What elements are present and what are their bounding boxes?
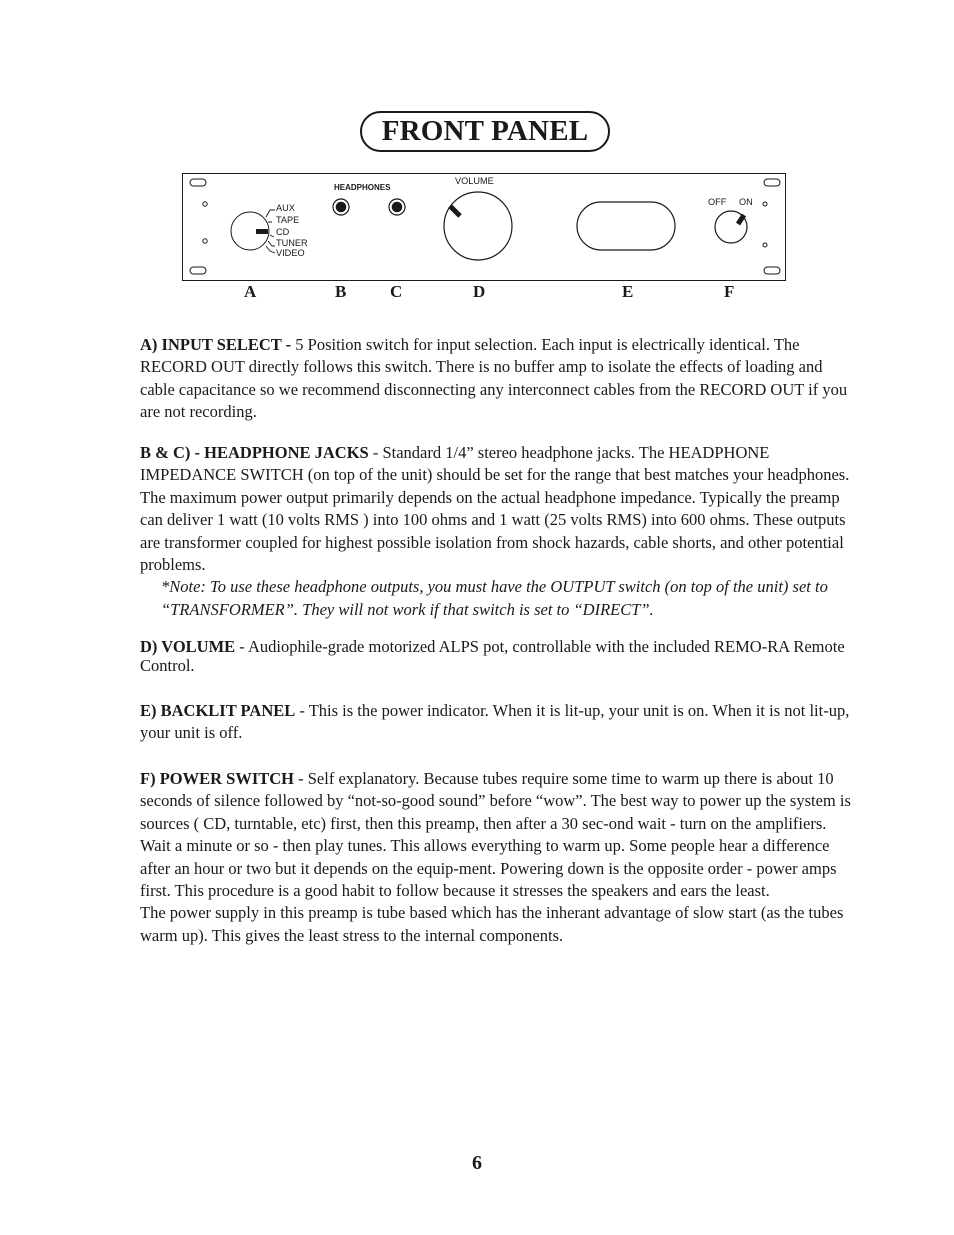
screw-right-top xyxy=(763,202,767,206)
selector-label-aux: AUX xyxy=(276,203,295,213)
rack-slot-bottom-right xyxy=(764,267,780,274)
label-letter-c: C xyxy=(390,282,403,301)
headphones-label: HEADPHONES xyxy=(334,183,391,192)
label-letter-b: B xyxy=(335,282,347,301)
section-e-body: - This is the power indicator. When it is lit-up, your unit is on. When it is not lit-up, your unit is off. xyxy=(140,701,850,743)
section-a-body: 5 Position switch for input selection. Each input is electrically identical. The RECORD OUT directly follows this switch. There is no buffer amp to isolate the effects of loading and cable capacitance so we recommend disconnecting any interconnect cables from the RECORD OUT if you are not recording. xyxy=(140,335,848,422)
selector-label-tuner: TUNER xyxy=(276,238,308,248)
rack-slot-top-right xyxy=(764,179,780,186)
selector-label-cd: CD xyxy=(276,227,290,237)
screw-left-top xyxy=(203,202,207,206)
section-backlit-panel xyxy=(140,700,860,745)
power-off-label: OFF xyxy=(708,197,727,207)
section-f-extra: The power supply in this preamp is tube based which has the inherant advantage of slow start (as the tubes warm up). This gives the least stress to the internal components. xyxy=(140,903,844,945)
headphone-jack-c-center xyxy=(392,202,403,213)
volume-pointer xyxy=(450,206,460,216)
section-e-heading: E) BACKLIT PANEL xyxy=(140,701,296,720)
screw-right-bottom xyxy=(763,243,767,247)
rack-slot-top-left xyxy=(190,179,206,186)
page-title: FRONT PANEL xyxy=(381,115,589,147)
section-f-body: - Self explanatory. Because tubes require some time to warm up there is about 10 seconds of silence followed by “not-so-good sound” before “wow”. The best way to power up the system is sources ( CD, turntable, etc) first, then this preamp, then after a 30 sec-ond wait - turn on the amplifiers. Wait a minute or so - then play tunes. This allows everything to warm up. Some people hear a difference after an hour or two but it depends on the equip-ment. Powering down is the opposite order - power amps first. This procedure is a good habit to follow because it stresses the speakers and ears the least. xyxy=(140,769,851,901)
section-headphone-jacks xyxy=(140,442,860,621)
volume-label: VOLUME xyxy=(455,176,494,186)
section-f-heading: F) POWER SWITCH xyxy=(140,769,295,788)
input-select-pointer xyxy=(256,229,268,234)
label-letter-d: D xyxy=(473,282,486,301)
section-bc-heading: B & C) - HEADPHONE JACKS xyxy=(140,443,369,462)
panel-outline xyxy=(183,174,786,281)
screw-left-bottom xyxy=(203,239,207,243)
power-on-label: ON xyxy=(739,197,753,207)
section-volume xyxy=(140,637,860,675)
label-letter-f: F xyxy=(724,282,735,301)
section-d-body: - Audiophile-grade motorized ALPS pot, controllable with the included REMO-RA Remote Control. xyxy=(140,637,845,675)
volume-knob xyxy=(444,192,512,260)
section-power-switch xyxy=(140,768,860,947)
headphone-jack-b-center xyxy=(336,202,347,213)
label-letter-a: A xyxy=(244,282,257,301)
selector-label-tape: TAPE xyxy=(276,215,300,225)
power-switch-pointer xyxy=(738,215,744,224)
section-d-heading: D) VOLUME xyxy=(140,637,236,656)
label-letter-e: E xyxy=(622,282,634,301)
front-panel-diagram xyxy=(0,0,954,310)
rack-slot-bottom-left xyxy=(190,267,206,274)
page-number: 6 xyxy=(472,1152,482,1174)
section-a-heading: A) INPUT SELECT - xyxy=(140,335,292,354)
section-bc-note: *Note: To use these headphone outputs, you must have the OUTPUT switch (on top of the unit) set to “TRANSFORMER”. They will not work if that switch is set to “DIRECT”. xyxy=(161,577,828,619)
section-input-select xyxy=(140,334,860,424)
selector-label-video: VIDEO xyxy=(276,248,305,258)
section-bc-body: - Standard 1/4” stereo headphone jacks. The HEADPHONE IMPEDANCE SWITCH (on top of the unit) should be set for the range that best matches your headphones. The maximum power output primarily depends on the actual headphone impedance. Typically the preamp can deliver 1 watt (10 volts RMS ) into 100 ohms and 1 watt (25 volts RMS) into 600 ohms. These outputs are transformer coupled for highest possible isolation from shock hazards, cable shorts, and other potential problems. xyxy=(140,443,850,575)
backlit-panel xyxy=(577,202,675,250)
